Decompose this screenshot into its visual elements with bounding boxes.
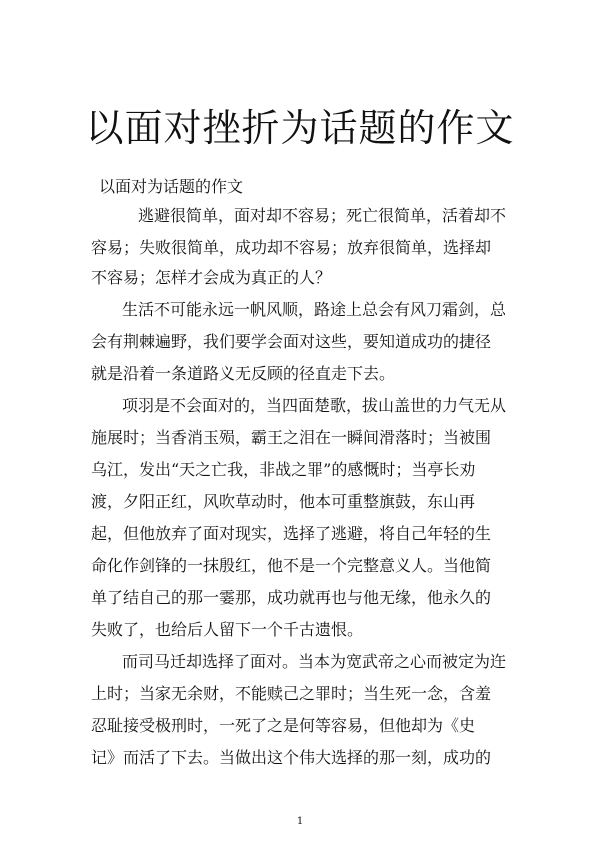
- text-line: 失败了，也给后人留下一个千古遗恨。: [91, 620, 364, 639]
- text-line: 命化作剑锋的一抹殷红，他不是一个完整意义人。当他简: [91, 556, 492, 575]
- text-line: 起，但他放弃了面对现实，选择了逃避，将自己年轻的生: [91, 524, 492, 543]
- text-line: 记》而活了下去。当做出这个伟大选择的那一刻，成功的: [91, 748, 492, 767]
- text-line: 忍耻接受极刑时，一死了之是何等容易，但他却为《史: [91, 716, 476, 735]
- document-title: 以面对挫折为话题的作文: [85, 106, 515, 150]
- text-line: 施展时；当香消玉殒，霸王之泪在一瞬间滑落时；当被围: [91, 428, 492, 447]
- text-line: 容易；失败很简单，成功却不容易；放弃很简单，选择却: [91, 238, 492, 257]
- document-subtitle: 以面对为话题的作文: [99, 177, 244, 196]
- page-number: 1: [296, 816, 304, 827]
- text-line: 生活不可能永远一帆风顺，路途上总会有风刀霜剑，总: [122, 300, 507, 319]
- text-line: 上时；当家无余财，不能赎己之罪时；当生死一念，含羞: [91, 684, 492, 703]
- text-line: 逃避很简单，面对却不容易；死亡很简单，活着却不: [138, 206, 507, 225]
- text-line: 渡，夕阳正红，风吹草动时，他本可重整旗鼓，东山再: [91, 492, 476, 511]
- text-line: 单了结自己的那一霎那，成功就再也与他无缘，他永久的: [91, 588, 492, 607]
- text-line: 项羽是不会面对的，当四面楚歌，拔山盖世的力气无从: [122, 396, 507, 415]
- text-line: 不容易；怎样才会成为真正的人？: [91, 268, 332, 287]
- text-line: 而司马迁却选择了面对。当本为宽武帝之心而被定为迕: [122, 652, 507, 671]
- text-line: 乌江，发出“天之亡我，非战之罪”的感慨时；当亭长劝: [91, 460, 476, 479]
- text-line: 会有荆棘遍野，我们要学会面对这些，要知道成功的捷径: [91, 332, 492, 351]
- text-line: 就是沿着一条道路义无反顾的径直走下去。: [91, 364, 396, 383]
